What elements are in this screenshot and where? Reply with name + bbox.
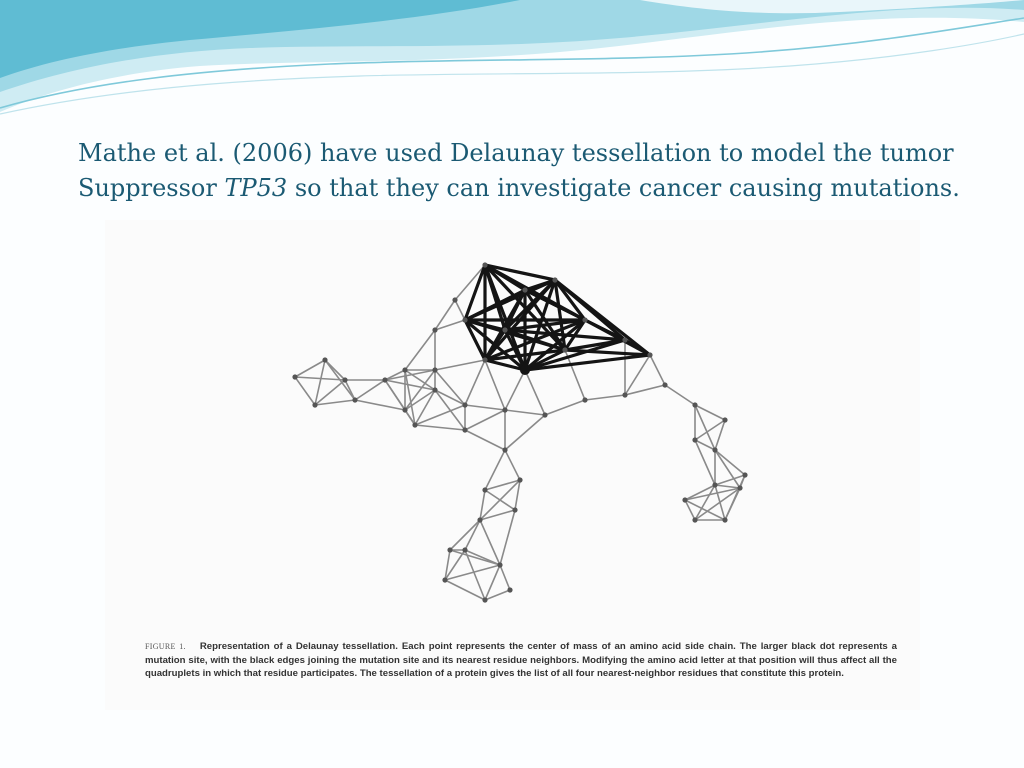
residue-dot — [482, 262, 487, 267]
residue-dot — [462, 547, 467, 552]
residue-dot — [462, 317, 467, 322]
residue-dot — [722, 417, 727, 422]
residue-dot — [502, 447, 507, 452]
residue-dot — [647, 352, 652, 357]
tessellation-edge — [695, 440, 715, 485]
residue-dot — [512, 507, 517, 512]
residue-dot — [742, 472, 747, 477]
tessellation-edge — [295, 360, 325, 377]
gene-name-tp53: TP53 — [224, 174, 288, 202]
tessellation-edge — [505, 370, 525, 410]
tessellation-edge — [415, 390, 435, 425]
residue-dot — [382, 377, 387, 382]
residue-dot — [562, 347, 567, 352]
slide-body-text — [78, 136, 978, 206]
tessellation-edge — [485, 450, 505, 490]
residue-dot — [502, 327, 507, 332]
tessellation-edge — [435, 300, 455, 330]
tessellation-edge — [500, 510, 515, 565]
slide-text-part2: so that they can investigate cancer causing mutations. — [287, 174, 960, 202]
residue-dot — [552, 277, 557, 282]
residue-dot — [517, 477, 522, 482]
residue-dot — [692, 437, 697, 442]
tessellation-edge — [345, 380, 355, 400]
residue-dot — [622, 392, 627, 397]
residue-dot — [402, 367, 407, 372]
mutation-site-dot — [520, 365, 530, 375]
residue-dot — [692, 402, 697, 407]
tessellation-edge — [405, 330, 435, 370]
residue-dot — [582, 317, 587, 322]
tessellation-edge — [435, 390, 465, 405]
residue-dot — [482, 597, 487, 602]
tessellation-edge — [465, 430, 505, 450]
residue-dot — [477, 517, 482, 522]
residue-dot — [737, 485, 742, 490]
tessellation-edge — [650, 355, 665, 385]
tessellation-edge — [665, 385, 695, 405]
tessellation-edge — [435, 390, 465, 430]
residue-dot — [502, 407, 507, 412]
tessellation-edge — [450, 520, 480, 550]
tessellation-edge — [505, 450, 520, 480]
tessellation-edge — [435, 360, 485, 370]
residue-dot — [452, 297, 457, 302]
tessellation-edge — [715, 485, 740, 488]
residue-dot — [712, 482, 717, 487]
tessellation-edge — [525, 370, 545, 415]
tessellation-edge — [415, 425, 465, 430]
residue-dot — [522, 287, 527, 292]
figure-caption — [145, 640, 897, 681]
tessellation-edge — [450, 550, 500, 565]
tessellation-edge — [465, 410, 505, 430]
residue-dot — [312, 402, 317, 407]
residue-dot — [482, 487, 487, 492]
residue-dot — [352, 397, 357, 402]
tessellation-edge — [455, 265, 485, 300]
tessellation-edge — [435, 320, 465, 330]
residue-dot — [722, 517, 727, 522]
tessellation-edge — [465, 405, 505, 410]
residue-dot — [447, 547, 452, 552]
tessellation-edge — [435, 370, 465, 405]
residue-dot — [497, 562, 502, 567]
residue-dot — [342, 377, 347, 382]
tessellation-edge — [695, 405, 715, 450]
figure-panel — [105, 220, 920, 710]
mutation-edge — [525, 355, 650, 370]
tessellation-edge — [465, 520, 480, 550]
residue-dot — [432, 387, 437, 392]
tessellation-edge — [505, 415, 545, 450]
residue-dot — [402, 407, 407, 412]
tessellation-edge — [485, 360, 505, 410]
caption-label: FIGURE 1. — [145, 642, 186, 651]
residue-dot — [692, 517, 697, 522]
tessellation-edge — [455, 300, 465, 320]
header-wave-decoration — [0, 0, 1024, 120]
delaunay-network-image — [105, 220, 920, 630]
caption-text: Representation of a Delaunay tessellation. Each point represents the center of mass of an amino acid side chain. The larger black dot represents a mutation site, with the black edges joining the mutation site and its nearest residue neighbors. Modifying the amino acid letter at that position will thus affect all the quadruplets in which that residue participates. The tessellation of a protein gives the list of all four nearest-neighbor residues that constitute this protein. — [145, 641, 897, 679]
tessellation-edge — [585, 395, 625, 400]
residue-dot — [712, 447, 717, 452]
tessellation-edge — [355, 400, 405, 410]
tessellation-edge — [545, 400, 585, 415]
tessellation-edge — [695, 405, 725, 420]
residue-dot — [507, 587, 512, 592]
residue-dot — [442, 577, 447, 582]
tessellation-edge — [465, 360, 485, 405]
residue-dot — [322, 357, 327, 362]
tessellation-edge — [415, 405, 465, 425]
residue-dot — [482, 357, 487, 362]
residue-dot — [622, 337, 627, 342]
tessellation-edge — [715, 450, 745, 475]
slide-text-part1: Mathe et al. (2006) have used Delaunay tessellation to model the tumor Suppressor — [78, 139, 954, 202]
residue-dot — [432, 367, 437, 372]
residue-dot — [292, 374, 297, 379]
residue-dot — [412, 422, 417, 427]
tessellation-edge — [295, 377, 315, 405]
tessellation-edge — [715, 450, 740, 488]
residue-dot — [462, 427, 467, 432]
residue-dot — [682, 497, 687, 502]
residue-dot — [432, 327, 437, 332]
residue-dot — [542, 412, 547, 417]
tessellation-edge — [715, 420, 725, 450]
residue-dot — [462, 402, 467, 407]
tessellation-edge — [405, 370, 435, 410]
tessellation-edge — [355, 380, 385, 400]
residue-dot — [662, 382, 667, 387]
tessellation-edge — [500, 565, 510, 590]
residue-dot — [582, 397, 587, 402]
tessellation-edge — [505, 410, 545, 415]
tessellation-edge — [385, 370, 435, 380]
